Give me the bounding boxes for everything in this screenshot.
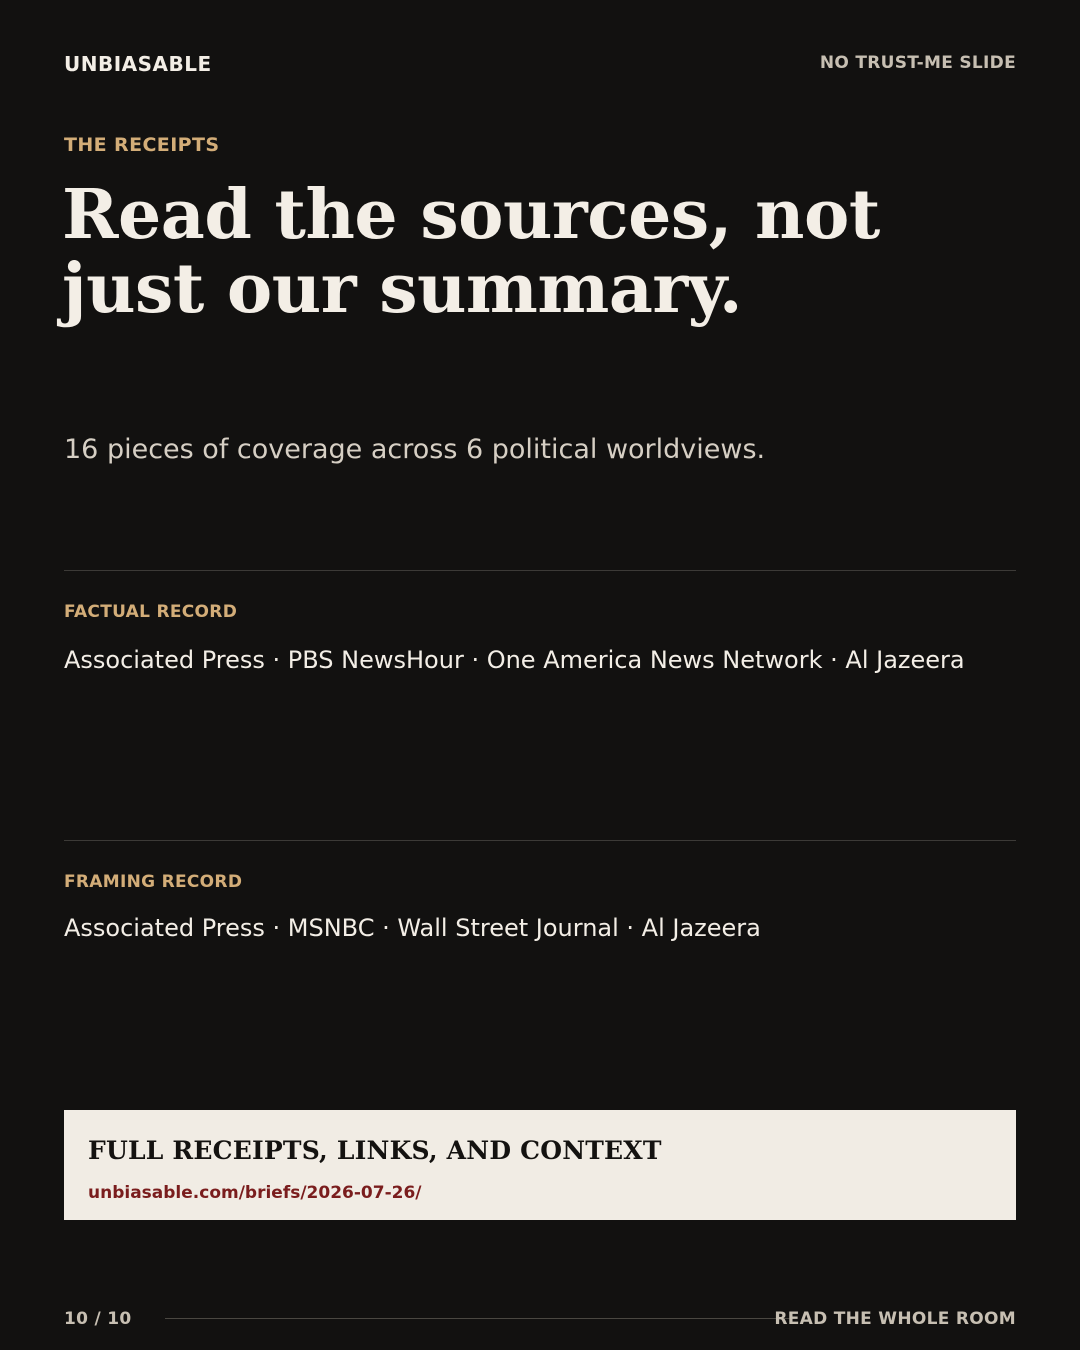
headline-line-2: just our summary. <box>62 249 743 329</box>
footer-tagline: READ THE WHOLE ROOM <box>774 1309 1016 1329</box>
coverage-summary: 16 pieces of coverage across 6 political worldviews. <box>64 434 766 465</box>
receipts-callout <box>64 1110 1016 1220</box>
brand-logo-text: UNBIASABLE <box>64 52 212 76</box>
divider-factual <box>64 570 1016 571</box>
footer-rule <box>165 1318 790 1319</box>
headline <box>62 175 1002 329</box>
page-counter: 10 / 10 <box>64 1309 132 1329</box>
factual-record-label: FACTUAL RECORD <box>64 602 238 622</box>
headline-line-1: Read the sources, not <box>62 175 880 255</box>
framing-record-outlets: Associated Press · MSNBC · Wall Street Journal · Al Jazeera <box>64 914 761 942</box>
framing-record-label: FRAMING RECORD <box>64 872 243 892</box>
receipts-link[interactable]: unbiasable.com/briefs/2026-07-26/ <box>88 1183 422 1203</box>
factual-record-outlets: Associated Press · PBS NewsHour · One America News Network · Al Jazeera <box>64 646 965 674</box>
divider-framing <box>64 840 1016 841</box>
section-kicker: THE RECEIPTS <box>64 134 220 156</box>
receipts-callout-title: FULL RECEIPTS, LINKS, AND CONTEXT <box>88 1136 662 1165</box>
slide-tag: NO TRUST-ME SLIDE <box>819 53 1016 73</box>
